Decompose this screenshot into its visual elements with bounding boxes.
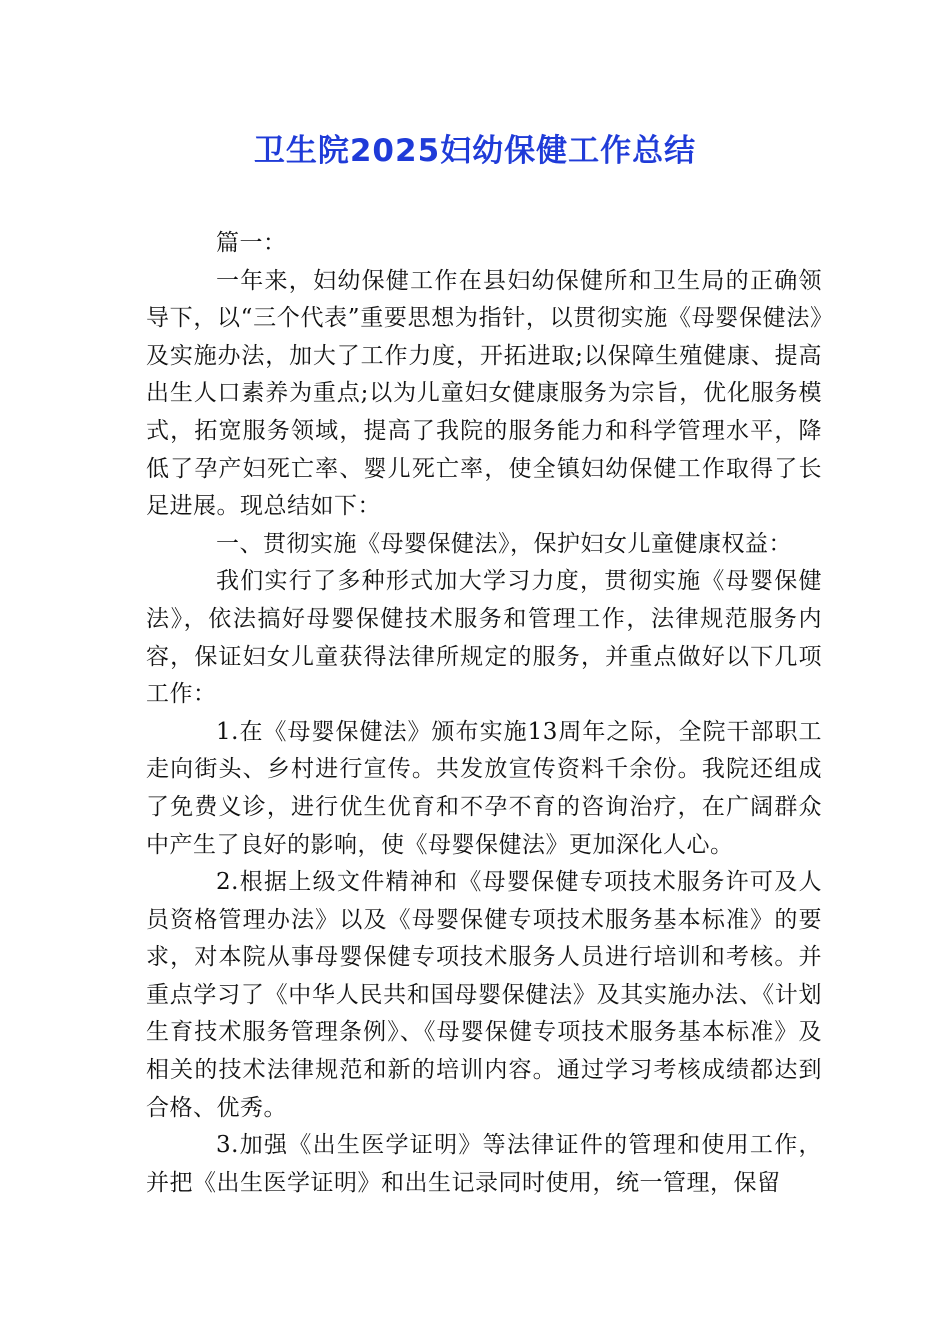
paragraph-item-2: 2.根据上级文件精神和《母婴保健专项技术服务许可及人员资格管理办法》以及《母婴保健专项技术服务基本标准》的要求，对本院从事母婴保健专项技术服务人员进行培训和考核。并重点学习了《中华人民共和国母婴保健法》及其实施办法、《计划生育技术服务管理条例》、《母婴保健专项技术服务基本标准》及相关的技术法律规范和新的培训内容。通过学习考核成绩都达到合格、优秀。 [146,869,822,1121]
paragraph-heading-1: 一、贯彻实施《母婴保健法》，保护妇女儿童健康权益： [216,530,792,557]
paragraph-item-3: 3.加强《出生医学证明》等法律证件的管理和使用工作，并把《出生医学证明》和出生记录同时使用，统一管理，保留 [146,1132,822,1196]
document-body [146,225,822,1202]
document-title: 卫生院2025妇幼保健工作总结 [253,133,697,169]
paragraph-body: 我们实行了多种形式加大学习力度，贯彻实施《母婴保健法》，依法搞好母婴保健技术服务和管理工作，法律规范服务内容，保证妇女儿童获得法律所规定的服务，并重点做好以下几项工作： [146,568,822,708]
paragraph-section-label: 篇一： [216,230,287,256]
paragraph-intro: 一年来，妇幼保健工作在县妇幼保健所和卫生局的正确领导下，以“三个代表”重要思想为指针，以贯彻实施《母婴保健法》及实施办法，加大了工作力度，开拓进取;以保障生殖健康、提高出生人口素养为重点;以为儿童妇女健康服务为宗旨，优化服务模式，拓宽服务领域，提高了我院的服务能力和科学管理水平，降低了孕产妇死亡率、婴儿死亡率，使全镇妇幼保健工作取得了长足进展。现总结如下： [146,267,822,520]
paragraph-item-1: 1.在《母婴保健法》颁布实施13周年之际，全院干部职工走向街头、乡村进行宣传。共发放宣传资料千余份。我院还组成了免费义诊，进行优生优育和不孕不育的咨询治疗，在广阔群众中产生了良好的影响，使《母婴保健法》更加深化人心。 [146,718,822,858]
